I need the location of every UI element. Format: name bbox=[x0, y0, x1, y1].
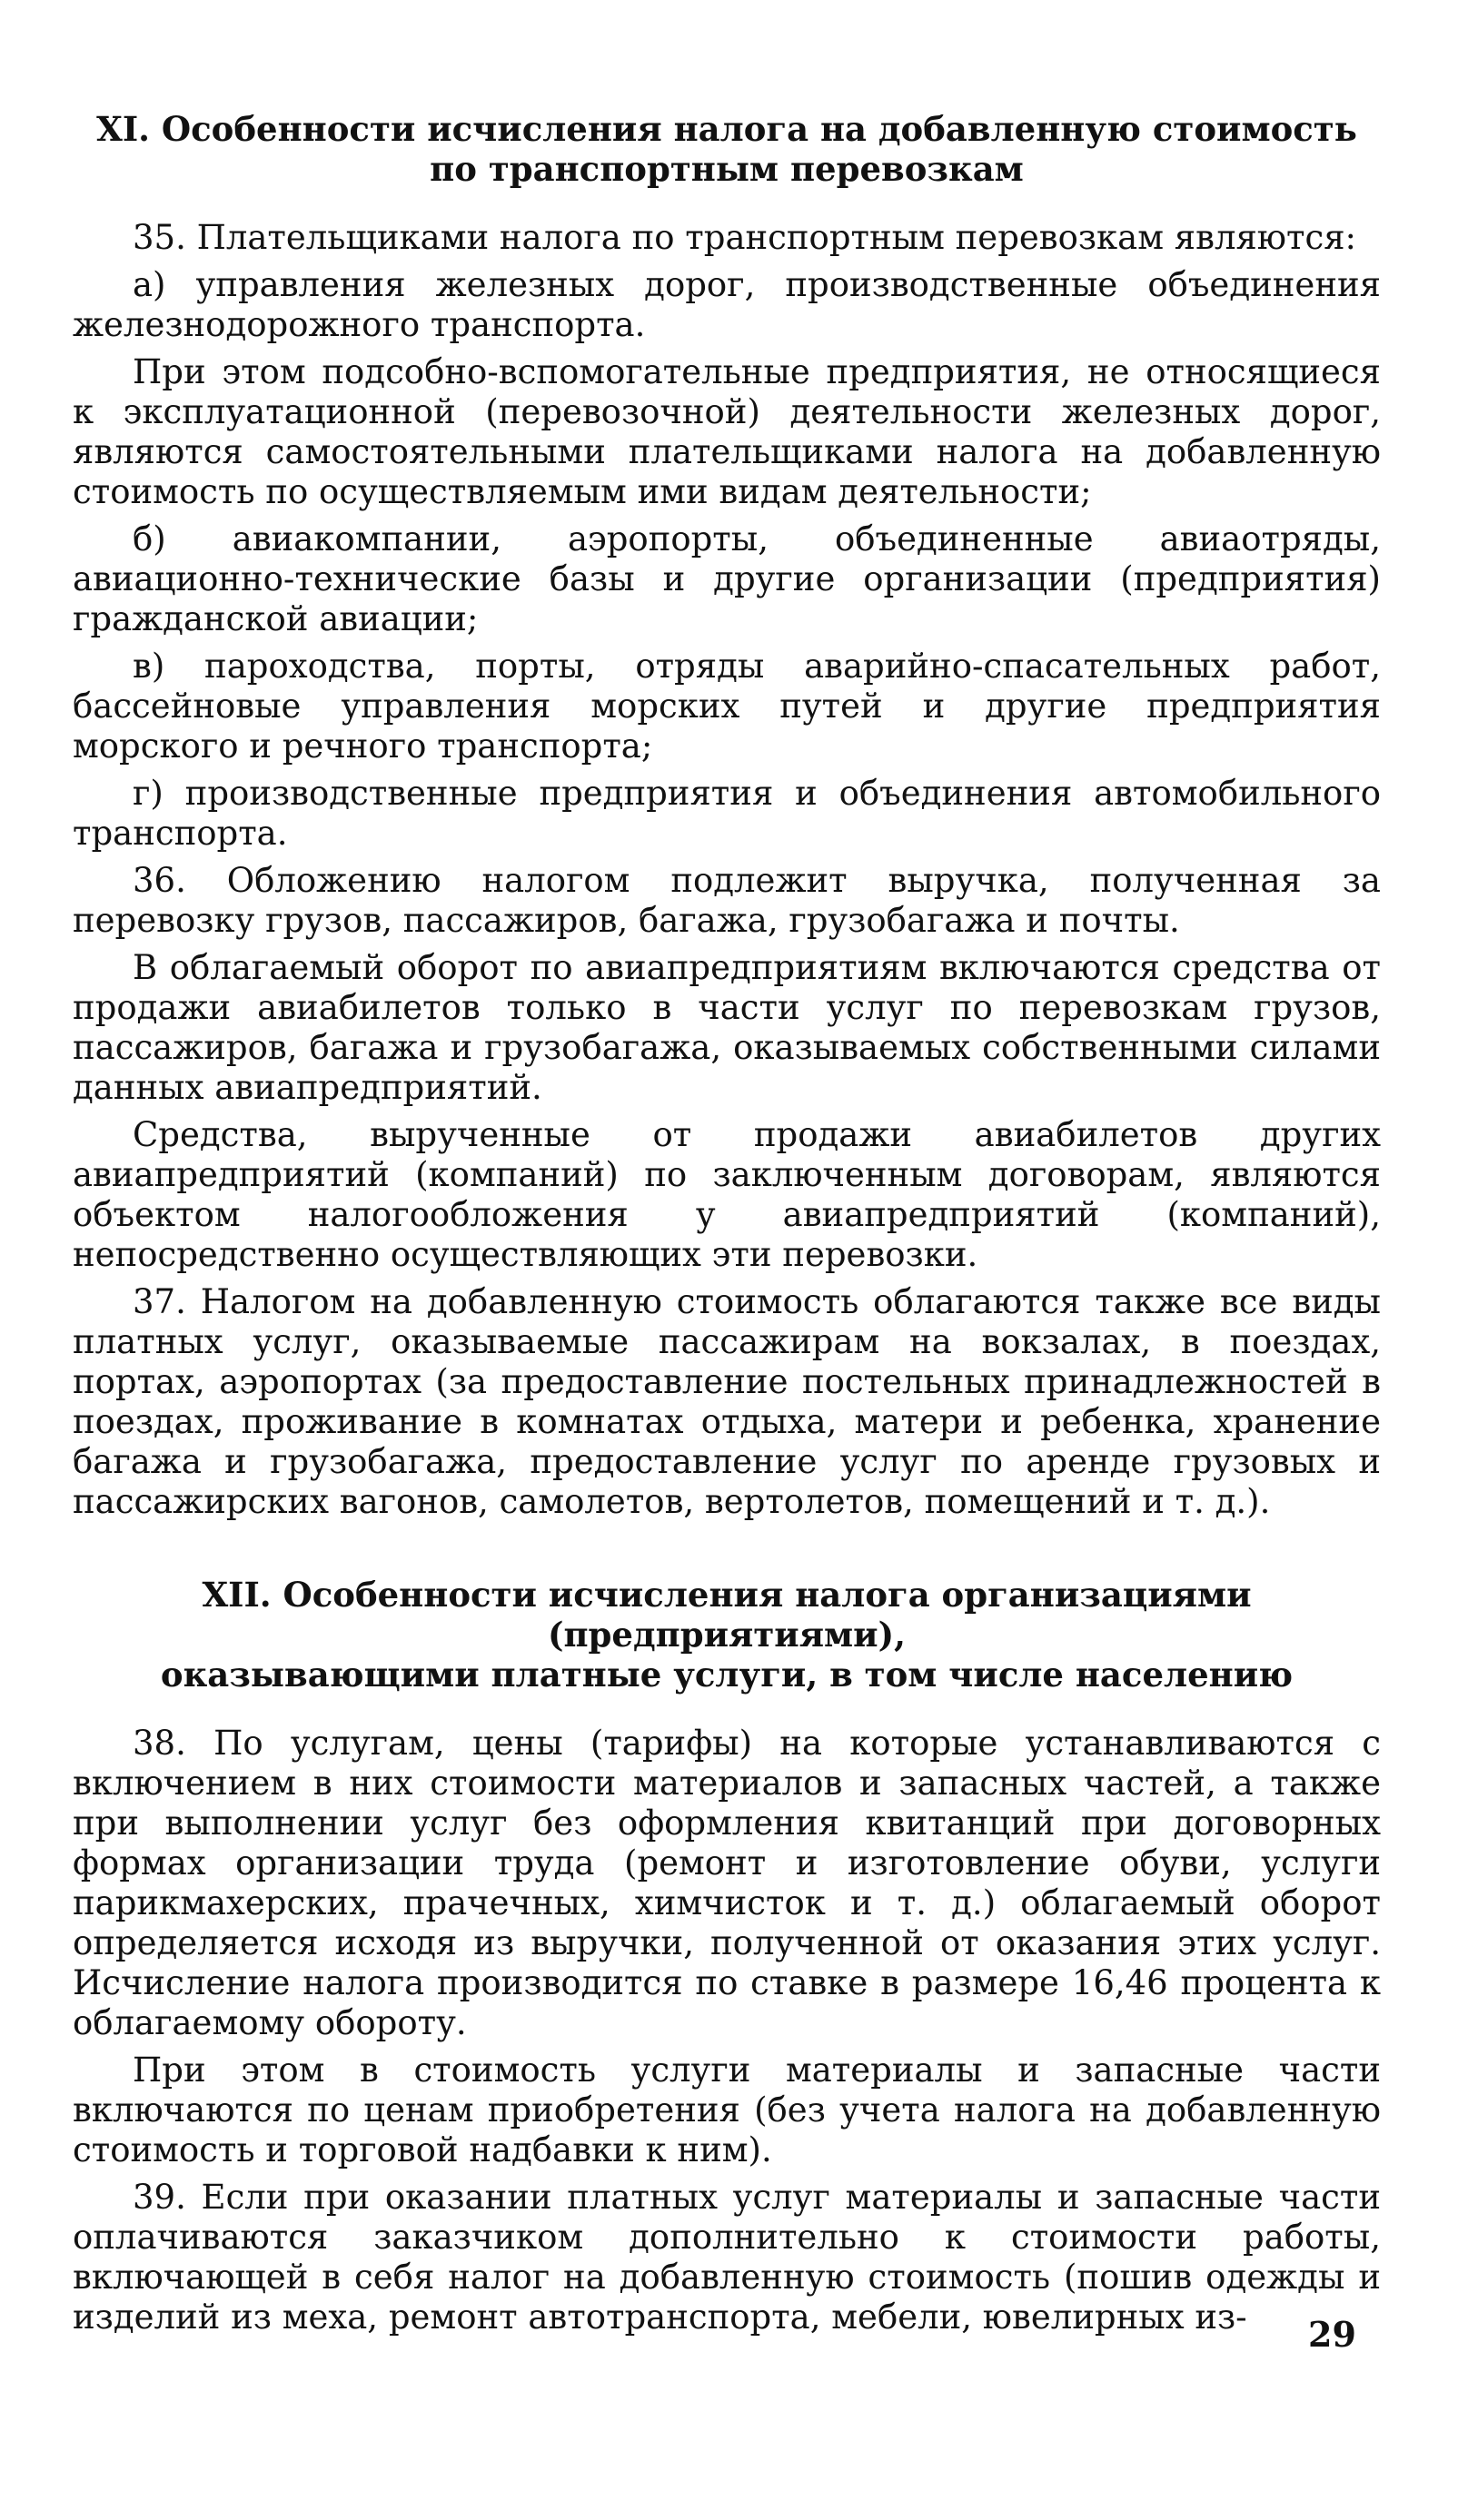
paragraph-35-g: г) производственные предприятия и объединения автомобильного транспорта. bbox=[73, 774, 1381, 853]
paragraph-35: 35. Плательщиками налога по транспортным перевозкам являются: bbox=[133, 218, 1357, 257]
section-xi-heading bbox=[73, 109, 1381, 189]
section-xi-heading-line-2: по транспортным перевозкам bbox=[430, 149, 1024, 189]
paragraph-39: 39. Если при оказании платных услуг материалы и запасные части оплачиваются заказчиком дополнительно к стоимости работы, включающей в себя налог на добавленную стоимость (пошив одежды и изделий из меха, ремонт автотранспорта, мебели, ювелирных из- bbox=[73, 2178, 1381, 2337]
section-xi-heading-line-1: XI. Особенности исчисления налога на добавленную стоимость bbox=[96, 109, 1357, 149]
paragraph-35-b: б) авиакомпании, аэропорты, объединенные авиаотряды, авиационно-технические базы и другие организации (предприятия) гражданской авиации; bbox=[73, 519, 1381, 638]
paragraph-38: 38. По услугам, цены (тарифы) на которые устанавливаются с включением в них стоимости материалов и запасных частей, а также при выполнении услуг без оформления квитанций при договорных формах организации труда (ремонт и изготовление обуви, услуги парикмахерских, прачечных, химчисток и т. д.) облагаемый оборот определяется исходя из выручки, полученной от оказания этих услуг. Исчисление налога производится по ставке в размере 16,46 процента к облагаемому обороту. bbox=[73, 1724, 1381, 2042]
paragraph-37: 37. Налогом на добавленную стоимость облагаются также все виды платных услуг, оказываемые пассажирам на вокзалах, в поездах, портах, аэропортах (за предоставление постельных принадлежностей в поездах, проживание в комнатах отдыха, матери и ребенка, хранение багажа и грузобагажа, предоставление услуг по аренде грузовых и пассажирских вагонов, самолетов, вертолетов, помещений и т. д.). bbox=[73, 1282, 1381, 1521]
section-xii-heading-line-1: XII. Особенности исчисления налога организациями (предприятиями), bbox=[202, 1575, 1252, 1655]
paragraph-35-a: а) управления железных дорог, производственные объединения железнодорожного транспорта. bbox=[73, 265, 1381, 344]
section-xii-heading bbox=[73, 1575, 1381, 1695]
page-number: 29 bbox=[1308, 2314, 1356, 2355]
section-xii-heading-line-2: оказывающими платные услуги, в том числе населению bbox=[160, 1655, 1294, 1695]
paragraph-35-note: При этом подсобно-вспомогательные предприятия, не относящиеся к эксплуатационной (перевозочной) деятельности железных дорог, являются самостоятельными плательщиками налога на добавленную стоимость по осуществляемым ими видам деятельности; bbox=[73, 352, 1381, 511]
paragraph-36: 36. Обложению налогом подлежит выручка, полученная за перевозку грузов, пассажиров, багажа, грузобагажа и почты. bbox=[73, 861, 1381, 940]
paragraph-36-aviation: В облагаемый оборот по авиапредприятиям включаются средства от продажи авиабилетов только в части услуг по перевозкам грузов, пассажиров, багажа и грузобагажа, оказываемых собственными силами данных авиапредприятий. bbox=[73, 948, 1381, 1107]
document-page bbox=[73, 109, 1381, 2345]
paragraph-36-tickets: Средства, вырученные от продажи авиабилетов других авиапредприятий (компаний) по заключенным договорам, являются объектом налогообложения у авиапредприятий (компаний), непосредственно осуществляющих эти перевозки. bbox=[73, 1115, 1381, 1274]
paragraph-38-note: При этом в стоимость услуги материалы и запасные части включаются по ценам приобретения (без учета налога на добавленную стоимость и торговой надбавки к ним). bbox=[73, 2051, 1381, 2169]
paragraph-35-v: в) пароходства, порты, отряды аварийно-спасательных работ, бассейновые управления морских путей и другие предприятия морского и речного транспорта; bbox=[73, 647, 1381, 766]
